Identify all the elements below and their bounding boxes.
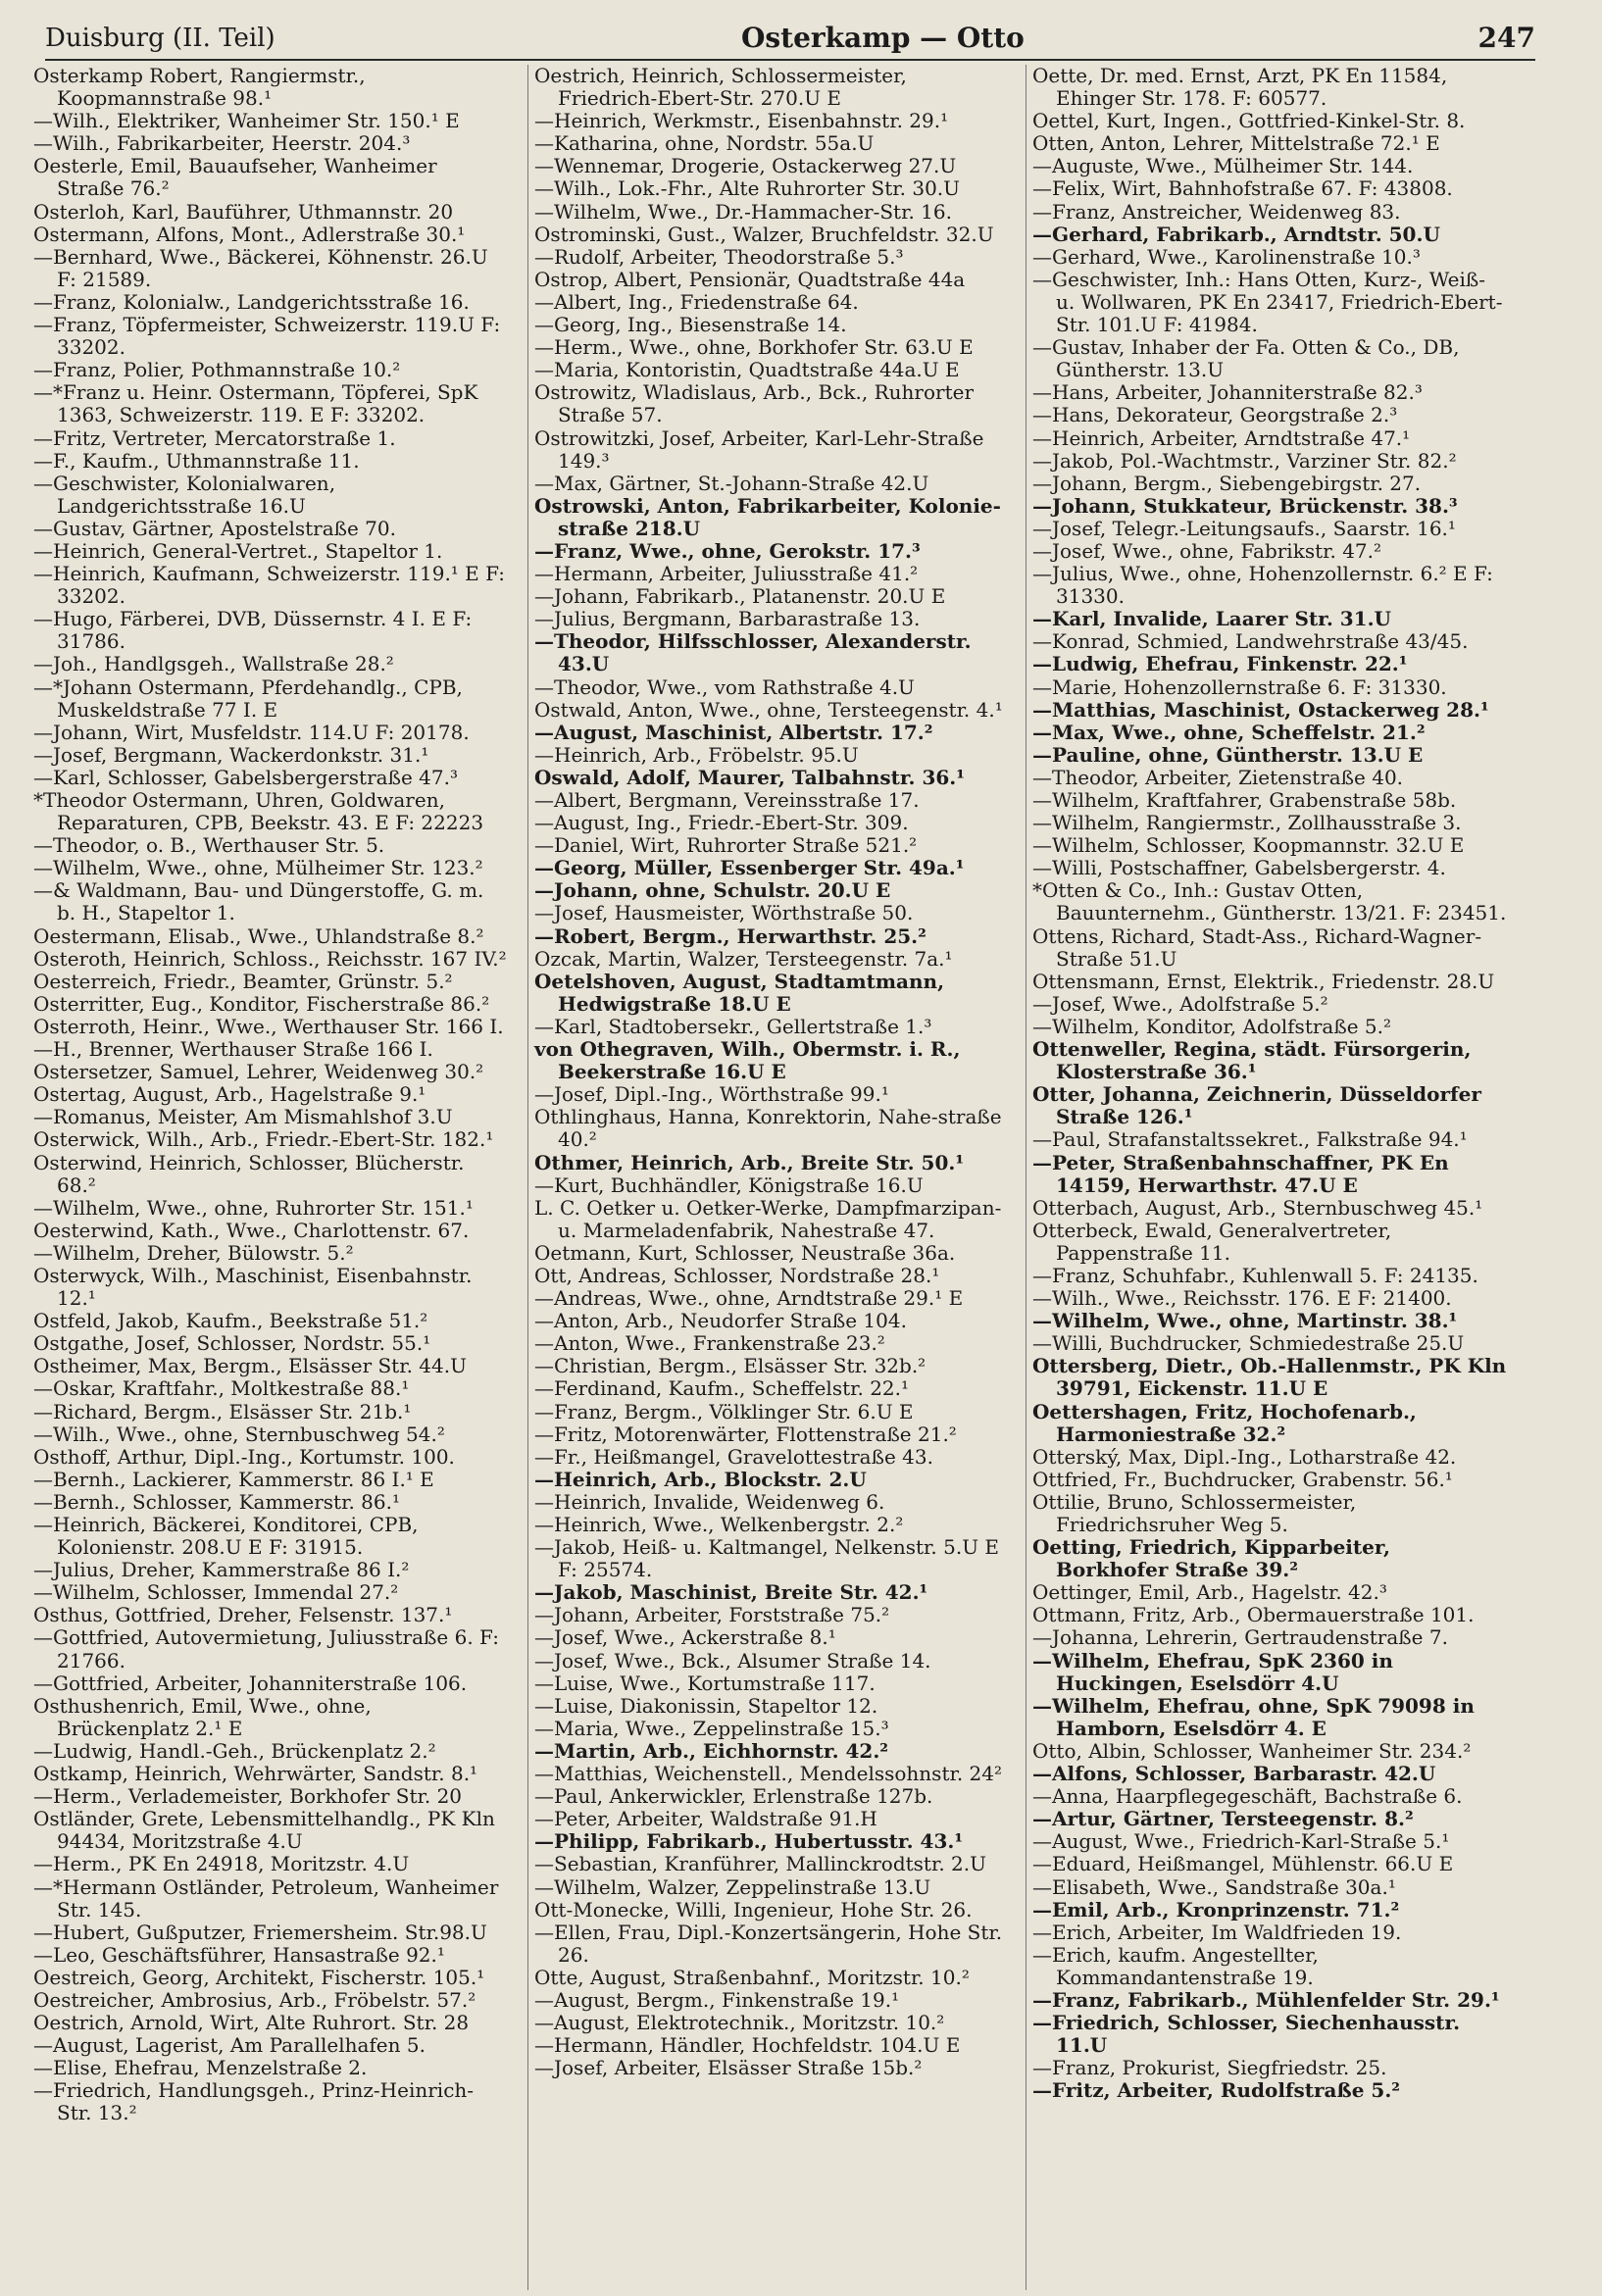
directory-entry: Ozcak, Martin, Walzer, Tersteegenstr. 7a.¹ bbox=[534, 946, 953, 971]
directory-entry: —H., Brenner, Werthauser Straße 166 I. bbox=[33, 1037, 433, 1062]
directory-entry: —Heinrich, General-Vertret., Stapeltor 1. bbox=[33, 538, 443, 563]
directory-entry: —Wilhelm, Rangiermstr., Zollhausstraße 3. bbox=[1032, 811, 1462, 835]
directory-entry: —Hugo, Färberei, DVB, Düssernstr. 4 I. E F: 31786. bbox=[33, 607, 473, 654]
directory-entry: —Heinrich, Werkmstr., Eisenbahnstr. 29.¹ bbox=[534, 109, 949, 133]
directory-entry: Otter, Johanna, Zeichnerin, Düsseldorfer Straße 126.¹ bbox=[1032, 1082, 1481, 1129]
directory-entry: —Sebastian, Kranführer, Mallinckrodtstr. 2.U bbox=[534, 1852, 986, 1876]
directory-entry: —Artur, Gärtner, Tersteegenstr. 8.² bbox=[1032, 1807, 1414, 1831]
directory-entry: —Wilhelm, Ehefrau, ohne, SpK 79098 in Hamborn, Eselsdörr 4. E bbox=[1032, 1693, 1475, 1740]
directory-entry: Osthushenrich, Emil, Wwe., ohne, Brückenplatz 2.¹ E bbox=[33, 1693, 372, 1740]
directory-entry: —F., Kaufm., Uthmannstraße 11. bbox=[33, 448, 360, 473]
directory-entry: —August, Bergm., Finkenstraße 19.¹ bbox=[534, 1987, 900, 2012]
directory-entry: Ostgathe, Josef, Schlosser, Nordstr. 55.¹ bbox=[33, 1331, 431, 1356]
directory-entry: —Julius, Wwe., ohne, Hohenzollernstr. 6.² E F: 31330. bbox=[1032, 562, 1493, 609]
directory-entry: —Elisabeth, Wwe., Sandstraße 30a.¹ bbox=[1032, 1874, 1396, 1899]
directory-entry: Ostrowitz, Wladislaus, Arb., Bck., Ruhrorter Straße 57. bbox=[534, 380, 975, 427]
directory-entry: —Paul, Strafanstaltssekret., Falkstraße 94.¹ bbox=[1032, 1127, 1468, 1152]
directory-entry: Oestreicher, Ambrosius, Arb., Fröbelstr. 57.² bbox=[33, 1987, 476, 2012]
directory-entry: —Richard, Bergm., Elsässer Str. 21b.¹ bbox=[33, 1399, 412, 1423]
directory-entry: Oette, Dr. med. Ernst, Arzt, PK En 11584, Ehinger Str. 178. F: 60577. bbox=[1032, 65, 1448, 111]
directory-entry: —Auguste, Wwe., Mülheimer Str. 144. bbox=[1032, 154, 1414, 178]
directory-entry: —Pauline, ohne, Güntherstr. 13.U E bbox=[1032, 742, 1424, 767]
directory-entry: —*Hermann Ostländer, Petroleum, Wanheimer Str. 145. bbox=[33, 1874, 499, 1922]
running-head bbox=[45, 14, 1535, 61]
directory-entry: Othmer, Heinrich, Arb., Breite Str. 50.¹ bbox=[534, 1150, 965, 1174]
directory-entry: —August, Lagerist, Am Parallelhafen 5. bbox=[33, 2033, 426, 2058]
directory-entry: Ottersberg, Dietr., Ob.-Hallenmstr., PK Kln 39791, Eickenstr. 11.U E bbox=[1032, 1354, 1507, 1401]
directory-entry: —Johann, Fabrikarb., Platanenstr. 20.U E bbox=[534, 584, 946, 609]
directory-entry: —Gustav, Gärtner, Apostelstraße 70. bbox=[33, 516, 396, 540]
directory-entry: —Gustav, Inhaber der Fa. Otten & Co., DB, Güntherstr. 13.U bbox=[1032, 335, 1460, 382]
directory-entry: Ostrowitzki, Josef, Arbeiter, Karl-Lehr-Straße 149.³ bbox=[534, 425, 984, 473]
directory-entry: —Geschwister, Kolonialwaren, Landgerichtsstraße 16.U bbox=[33, 471, 336, 518]
directory-entry: —Anton, Wwe., Frankenstraße 23.² bbox=[534, 1331, 885, 1356]
directory-entry: —Franz, Kolonialw., Landgerichtsstraße 16. bbox=[33, 289, 470, 314]
directory-entry: Otterbeck, Ewald, Generalvertreter, Pappenstraße 11. bbox=[1032, 1218, 1392, 1265]
directory-entry: —Matthias, Maschinist, Ostackerweg 28.¹ bbox=[1032, 697, 1489, 722]
directory-entry: —Theodor, Hilfsschlosser, Alexanderstr. 43.U bbox=[534, 629, 972, 676]
directory-entry: —Josef, Wwe., Bck., Alsumer Straße 14. bbox=[534, 1648, 931, 1672]
directory-entry: —Johann, ohne, Schulstr. 20.U E bbox=[534, 878, 891, 903]
directory-entry: —Jakob, Maschinist, Breite Str. 42.¹ bbox=[534, 1580, 928, 1605]
page-number: 247 bbox=[1477, 22, 1535, 54]
directory-entry: —Johann, Bergm., Siebengebirgstr. 27. bbox=[1032, 471, 1422, 495]
directory-entry: Osterwyck, Wilh., Maschinist, Eisenbahnstr. 12.¹ bbox=[33, 1263, 473, 1311]
directory-entry: —Willi, Buchdrucker, Schmiedestraße 25.U bbox=[1032, 1331, 1465, 1356]
directory-entry: —Heinrich, Kaufmann, Schweizerstr. 119.¹ E F: 33202. bbox=[33, 562, 506, 609]
directory-entry: —Karl, Stadtobersekr., Gellertstraße 1.³ bbox=[534, 1014, 932, 1038]
directory-entry: Oestrich, Heinrich, Schlossermeister, Friedrich-Ebert-Str. 270.U E bbox=[534, 65, 907, 111]
directory-entry: —Paul, Ankerwickler, Erlenstraße 127b. bbox=[534, 1784, 933, 1809]
directory-entry: —Theodor, Wwe., vom Rathstraße 4.U bbox=[534, 674, 915, 699]
directory-entry: *Theodor Ostermann, Uhren, Goldwaren, Reparaturen, CPB, Beekstr. 43. E F: 22223 bbox=[33, 788, 484, 835]
directory-entry: —Herm., Wwe., ohne, Borkhofer Str. 63.U E bbox=[534, 335, 974, 360]
directory-entry: Ott-Monecke, Willi, Ingenieur, Hohe Str. 26. bbox=[534, 1897, 973, 1922]
directory-entry: —Karl, Schlosser, Gabelsbergerstraße 47.³ bbox=[33, 765, 458, 789]
directory-entry: —Wilhelm, Walzer, Zeppelinstraße 13.U bbox=[534, 1874, 931, 1899]
directory-entry: —Josef, Arbeiter, Elsässer Straße 15b.² bbox=[534, 2056, 923, 2080]
directory-entry: —Wilhelm, Schlosser, Koopmannstr. 32.U E bbox=[1032, 833, 1465, 858]
directory-entry: —Matthias, Weichenstell., Mendelssohnstr. 24² bbox=[534, 1762, 1003, 1786]
directory-entry: —Friedrich, Schlosser, Siechenhausstr. 11.U bbox=[1032, 2011, 1461, 2058]
directory-entry: —Hans, Arbeiter, Johanniterstraße 82.³ bbox=[1032, 380, 1423, 405]
directory-entry: —Ludwig, Handl.-Geh., Brückenplatz 2.² bbox=[33, 1738, 436, 1763]
directory-entry: Oettinger, Emil, Arb., Hagelstr. 42.³ bbox=[1032, 1580, 1387, 1605]
directory-entry: —Franz, Polier, Pothmannstraße 10.² bbox=[33, 358, 401, 382]
directory-entry: —Kurt, Buchhändler, Königstraße 16.U bbox=[534, 1173, 924, 1197]
directory-entry: Ostermann, Alfons, Mont., Adlerstraße 30.¹ bbox=[33, 222, 466, 246]
directory-entry: —Julius, Bergmann, Barbarastraße 13. bbox=[534, 607, 921, 631]
directory-entry: —Wilh., Lok.-Fhr., Alte Ruhrorter Str. 30.U bbox=[534, 176, 961, 201]
directory-entry: Ostwald, Anton, Wwe., ohne, Tersteegenstr. 4.¹ bbox=[534, 697, 1003, 722]
directory-entry: —Martin, Arb., Eichhornstr. 42.² bbox=[534, 1738, 889, 1763]
directory-entry: —Philipp, Fabrikarb., Hubertusstr. 43.¹ bbox=[534, 1829, 964, 1854]
directory-entry: Ostkamp, Heinrich, Wehrwärter, Sandstr. 8.¹ bbox=[33, 1762, 478, 1786]
directory-entry: —Johann, Wirt, Musfeldstr. 114.U F: 20178. bbox=[33, 720, 470, 744]
directory-entry: —Romanus, Meister, Am Mismahlshof 3.U bbox=[33, 1105, 453, 1129]
directory-entry: Oswald, Adolf, Maurer, Talbahnstr. 36.¹ bbox=[534, 765, 966, 789]
directory-entry: —Wennemar, Drogerie, Ostackerweg 27.U bbox=[534, 154, 957, 178]
directory-entry: Osthoff, Arthur, Dipl.-Ing., Kortumstr. 100. bbox=[33, 1444, 455, 1469]
directory-entry: L. C. Oetker u. Oetker-Werke, Dampfmarzipan- u. Marmeladenfabrik, Nahestraße 47. bbox=[534, 1195, 1002, 1242]
directory-entry: —Albert, Ing., Friedenstraße 64. bbox=[534, 289, 859, 314]
directory-entry: —Georg, Ing., Biesenstraße 14. bbox=[534, 313, 847, 337]
directory-entry: —Gottfried, Arbeiter, Johanniterstraße 106. bbox=[33, 1671, 468, 1695]
directory-entry: —Wilh., Elektriker, Wanheimer Str. 150.¹ E bbox=[33, 109, 460, 133]
directory-entry: —Peter, Arbeiter, Waldstraße 91.H bbox=[534, 1807, 877, 1831]
directory-entry: —August, Maschinist, Albertstr. 17.² bbox=[534, 720, 933, 744]
directory-entry: —Bernhard, Wwe., Bäckerei, Köhnenstr. 26.U F: 21589. bbox=[33, 244, 488, 291]
directory-entry: —Max, Gärtner, St.-Johann-Straße 42.U bbox=[534, 471, 929, 495]
directory-entry: —Johann, Arbeiter, Forststraße 75.² bbox=[534, 1603, 890, 1627]
directory-entry: —Friedrich, Handlungsgeh., Prinz-Heinrich-Str. 13.² bbox=[33, 2078, 475, 2125]
directory-entry: —Jakob, Pol.-Wachtmstr., Varziner Str. 82.² bbox=[1032, 448, 1457, 473]
directory-entry: —Luise, Wwe., Kortumstraße 117. bbox=[534, 1671, 876, 1695]
directory-entry: *Otten & Co., Inh.: Gustav Otten, Bauunternehm., Güntherstr. 13/21. F: 23451. bbox=[1032, 878, 1507, 925]
directory-entry: —Daniel, Wirt, Ruhrorter Straße 521.² bbox=[534, 833, 918, 858]
directory-entry: Oestrich, Arnold, Wirt, Alte Ruhrort. Str. 28 bbox=[33, 2011, 470, 2035]
directory-entry: —Fritz, Vertreter, Mercatorstraße 1. bbox=[33, 425, 396, 450]
directory-entry: —Georg, Müller, Essenberger Str. 49a.¹ bbox=[534, 856, 965, 880]
directory-entry: Osteroth, Heinrich, Schloss., Reichsstr. 167 IV.² bbox=[33, 946, 507, 971]
directory-entry: —Franz, Fabrikarb., Mühlenfelder Str. 29.¹ bbox=[1032, 1987, 1500, 2012]
directory-entry: —Ferdinand, Kaufm., Scheffelstr. 22.¹ bbox=[534, 1376, 910, 1401]
directory-entry: —Rudolf, Arbeiter, Theodorstraße 5.³ bbox=[534, 244, 904, 269]
directory-entry: —Heinrich, Invalide, Weidenweg 6. bbox=[534, 1489, 885, 1514]
directory-entry: Osterroth, Heinr., Wwe., Werthauser Str. 166 I. bbox=[33, 1014, 504, 1038]
directory-entry: —Heinrich, Wwe., Welkenbergstr. 2.² bbox=[534, 1513, 904, 1536]
directory-entry: —Luise, Diakonissin, Stapeltor 12. bbox=[534, 1693, 878, 1718]
directory-entry: —August, Wwe., Friedrich-Karl-Straße 5.¹ bbox=[1032, 1829, 1450, 1854]
directory-entry: —Maria, Wwe., Zeppelinstraße 15.³ bbox=[534, 1716, 889, 1740]
directory-entry: Oesterle, Emil, Bauaufseher, Wanheimer Straße 76.² bbox=[33, 154, 437, 201]
column-2 bbox=[527, 65, 1009, 2290]
directory-entry: —Wilhelm, Konditor, Adolfstraße 5.² bbox=[1032, 1014, 1391, 1038]
directory-entry: Ostrowski, Anton, Fabrikarbeiter, Kolonie-straße 218.U bbox=[534, 493, 1001, 540]
directory-entry: —Herm., PK En 24918, Moritzstr. 4.U bbox=[33, 1852, 410, 1876]
directory-entry: Otto, Albin, Schlosser, Wanheimer Str. 234.² bbox=[1032, 1738, 1472, 1763]
directory-entry: von Othegraven, Wilh., Obermstr. i. R., Beekerstraße 16.U E bbox=[534, 1037, 961, 1084]
directory-entry: —Wilhelm, Wwe., ohne, Mülheimer Str. 123.² bbox=[33, 856, 483, 880]
column-1 bbox=[33, 65, 508, 2290]
directory-entry: —*Johann Ostermann, Pferdehandlg., CPB, Muskeldstraße 77 I. E bbox=[33, 674, 463, 722]
directory-entry: Ostrominski, Gust., Walzer, Bruchfeldstr. 32.U bbox=[534, 222, 994, 246]
directory-entry: —Wilhelm, Ehefrau, SpK 2360 in Huckingen, Eselsdörr 4.U bbox=[1032, 1648, 1393, 1695]
directory-entry: —Wilhelm, Schlosser, Immendal 27.² bbox=[33, 1580, 399, 1605]
directory-entry: —August, Ing., Friedr.-Ebert-Str. 309. bbox=[534, 811, 909, 835]
directory-entry: Osterloh, Karl, Bauführer, Uthmannstr. 20 bbox=[33, 199, 454, 224]
directory-entry: —Oskar, Kraftfahr., Moltkestraße 88.¹ bbox=[33, 1376, 410, 1401]
directory-entry: —Willi, Postschaffner, Gabelsbergerstr. 4. bbox=[1032, 856, 1446, 880]
directory-entry: Ostländer, Grete, Lebensmittelhandlg., PK Kln 94434, Moritzstraße 4.U bbox=[33, 1807, 495, 1854]
directory-entry: —Franz, Töpfermeister, Schweizerstr. 119.U F: 33202. bbox=[33, 313, 501, 360]
directory-entry: —Heinrich, Arb., Blockstr. 2.U bbox=[534, 1467, 867, 1491]
directory-entry: Ostersetzer, Samuel, Lehrer, Weidenweg 30.² bbox=[33, 1060, 484, 1084]
directory-entry: —Heinrich, Bäckerei, Konditorei, CPB, Kolonienstr. 208.U E F: 31915. bbox=[33, 1513, 419, 1560]
directory-entry: —Max, Wwe., ohne, Scheffelstr. 21.² bbox=[1032, 720, 1426, 744]
directory-entry: —Peter, Straßenbahnschaffner, PK En 14159, Herwarthstr. 47.U E bbox=[1032, 1150, 1449, 1197]
directory-entry: —Johanna, Lehrerin, Gertraudenstraße 7. bbox=[1032, 1625, 1448, 1650]
header-center: Osterkamp — Otto bbox=[741, 22, 1025, 54]
directory-entry: Ostertag, August, Arb., Hagelstraße 9.¹ bbox=[33, 1082, 426, 1107]
directory-entry: Ott, Andreas, Schlosser, Nordstraße 28.¹ bbox=[534, 1263, 940, 1287]
directory-entry: Osthus, Gottfried, Dreher, Felsenstr. 137.¹ bbox=[33, 1603, 453, 1627]
directory-entry: Oettel, Kurt, Ingen., Gottfried-Kinkel-Str. 8. bbox=[1032, 109, 1466, 133]
directory-entry: Ottens, Richard, Stadt-Ass., Richard-Wagner-Straße 51.U bbox=[1032, 923, 1482, 971]
directory-entry: Ostfeld, Jakob, Kaufm., Beekstraße 51.² bbox=[33, 1309, 428, 1333]
directory-entry: —Bernh., Lackierer, Kammerstr. 86 I.¹ E bbox=[33, 1467, 434, 1491]
directory-entry: —Josef, Telegr.-Leitungsaufs., Saarstr. 16.¹ bbox=[1032, 516, 1456, 540]
header-left: Duisburg (II. Teil) bbox=[45, 24, 275, 53]
directory-entry: —Karl, Invalide, Laarer Str. 31.U bbox=[1032, 607, 1391, 631]
directory-entry: —& Waldmann, Bau- und Düngerstoffe, G. m. b. H., Stapeltor 1. bbox=[33, 878, 484, 925]
directory-entry: —Wilhelm, Dreher, Bülowstr. 5.² bbox=[33, 1240, 354, 1265]
directory-entry: —Josef, Dipl.-Ing., Wörthstraße 99.¹ bbox=[534, 1082, 889, 1107]
directory-entry: —Wilhelm, Wwe., Dr.-Hammacher-Str. 16. bbox=[534, 199, 952, 224]
directory-entry: Oesterreich, Friedr., Beamter, Grünstr. 5.² bbox=[33, 969, 453, 993]
directory-entry: —Josef, Bergmann, Wackerdonkstr. 31.¹ bbox=[33, 742, 429, 767]
directory-entry: Osterwick, Wilh., Arb., Friedr.-Ebert-Str. 182.¹ bbox=[33, 1127, 494, 1152]
directory-entry: —Bernh., Schlosser, Kammerstr. 86.¹ bbox=[33, 1489, 400, 1514]
directory-entry: Otterský, Max, Dipl.-Ing., Lotharstraße 42. bbox=[1032, 1444, 1457, 1469]
directory-entry: —Fritz, Motorenwärter, Flottenstraße 21.² bbox=[534, 1422, 957, 1446]
directory-entry: —Heinrich, Arbeiter, Arndtstraße 47.¹ bbox=[1032, 425, 1411, 450]
directory-entry: —Katharina, ohne, Nordstr. 55a.U bbox=[534, 131, 875, 156]
directory-entry: Ottmann, Fritz, Arb., Obermauerstraße 101. bbox=[1032, 1603, 1475, 1627]
directory-entry: —Franz, Schuhfabr., Kuhlenwall 5. F: 24135. bbox=[1032, 1263, 1478, 1287]
directory-entry: —Fr., Heißmangel, Gravelottestraße 43. bbox=[534, 1444, 933, 1469]
directory-entry: —Hermann, Arbeiter, Juliusstraße 41.² bbox=[534, 562, 919, 586]
directory-entry: —Felix, Wirt, Bahnhofstraße 67. F: 43808. bbox=[1032, 176, 1453, 201]
directory-entry: —Joh., Handlgsgeh., Wallstraße 28.² bbox=[33, 652, 394, 676]
directory-entry: Otte, August, Straßenbahnf., Moritzstr. 10.² bbox=[534, 1965, 970, 1989]
directory-entry: —Wilhelm, Kraftfahrer, Grabenstraße 58b. bbox=[1032, 788, 1457, 812]
directory-entry: Ottilie, Bruno, Schlossermeister, Friedrichsruher Weg 5. bbox=[1032, 1489, 1357, 1536]
directory-entry: Ottensmann, Ernst, Elektrik., Friedenstr. 28.U bbox=[1032, 969, 1495, 993]
directory-entry: —Franz, Prokurist, Siegfriedstr. 25. bbox=[1032, 2056, 1387, 2080]
directory-entry: Oesterwind, Kath., Wwe., Charlottenstr. 67. bbox=[33, 1218, 470, 1242]
directory-entry: —Hans, Dekorateur, Georgstraße 2.³ bbox=[1032, 403, 1398, 427]
directory-entry: —Hermann, Händler, Hochfeldstr. 104.U E bbox=[534, 2033, 961, 2058]
directory-entry: —Josef, Wwe., Adolfstraße 5.² bbox=[1032, 991, 1328, 1016]
directory-entry: Ottfried, Fr., Buchdrucker, Grabenstr. 56.¹ bbox=[1032, 1467, 1453, 1491]
directory-entry: —Herm., Verlademeister, Borkhofer Str. 20 bbox=[33, 1784, 463, 1809]
directory-entry: —Franz, Anstreicher, Weidenweg 83. bbox=[1032, 199, 1401, 224]
column-3 bbox=[1026, 65, 1507, 2290]
directory-entry: —Andreas, Wwe., ohne, Arndtstraße 29.¹ E bbox=[534, 1286, 964, 1311]
directory-entry: —August, Elektrotechnik., Moritzstr. 10.² bbox=[534, 2011, 945, 2035]
directory-entry: —Marie, Hohenzollernstraße 6. F: 31330. bbox=[1032, 674, 1447, 699]
directory-entry: Ottenweller, Regina, städt. Fürsorgerin, Klosterstraße 36.¹ bbox=[1032, 1037, 1472, 1084]
directory-entry: —Emil, Arb., Kronprinzenstr. 71.² bbox=[1032, 1897, 1400, 1922]
directory-entry: —Heinrich, Arb., Fröbelstr. 95.U bbox=[534, 742, 859, 767]
directory-entry: —Wilhelm, Wwe., ohne, Ruhrorter Str. 151.¹ bbox=[33, 1195, 474, 1220]
directory-entry: —Jakob, Heiß- u. Kaltmangel, Nelkenstr. 5.U E F: 25574. bbox=[534, 1535, 1000, 1582]
directory-entry: —Maria, Kontoristin, Quadtstraße 44a.U E bbox=[534, 358, 960, 382]
directory-entry: —Gottfried, Autovermietung, Juliusstraße 6. F: 21766. bbox=[33, 1625, 499, 1672]
directory-entry: —Julius, Dreher, Kammerstraße 86 I.² bbox=[33, 1558, 410, 1582]
directory-entry: Osterritter, Eug., Konditor, Fischerstraße 86.² bbox=[33, 991, 490, 1016]
directory-entry: Ostheimer, Max, Bergm., Elsässer Str. 44.U bbox=[33, 1354, 467, 1378]
directory-entry: —Franz, Bergm., Völklinger Str. 6.U E bbox=[534, 1399, 914, 1423]
directory-entry: —Erich, Arbeiter, Im Waldfrieden 19. bbox=[1032, 1920, 1402, 1944]
directory-entry: —Albert, Bergmann, Vereinsstraße 17. bbox=[534, 788, 920, 812]
directory-entry: —Theodor, Arbeiter, Zietenstraße 40. bbox=[1032, 765, 1404, 789]
directory-entry: Otten, Anton, Lehrer, Mittelstraße 72.¹ E bbox=[1032, 131, 1440, 156]
directory-entry: —Hubert, Gußputzer, Friemersheim. Str.98.U bbox=[33, 1920, 487, 1944]
directory-entry: —Wilhelm, Wwe., ohne, Martinstr. 38.¹ bbox=[1032, 1309, 1458, 1333]
directory-entry: —Josef, Wwe., ohne, Fabrikstr. 47.² bbox=[1032, 538, 1382, 563]
directory-entry: Oestermann, Elisab., Wwe., Uhlandstraße 8.² bbox=[33, 923, 484, 948]
directory-entry: —Ludwig, Ehefrau, Finkenstr. 22.¹ bbox=[1032, 652, 1408, 676]
directory-entry: Oetting, Friedrich, Kipparbeiter, Borkhofer Straße 39.² bbox=[1032, 1535, 1390, 1582]
directory-entry: —Eduard, Heißmangel, Mühlenstr. 66.U E bbox=[1032, 1852, 1454, 1876]
directory-entry: —Alfons, Schlosser, Barbarastr. 42.U bbox=[1032, 1762, 1436, 1786]
directory-entry: —*Franz u. Heinr. Ostermann, Töpferei, SpK 1363, Schweizerstr. 119. E F: 33202. bbox=[33, 380, 478, 427]
directory-entry: —Christian, Bergm., Elsässer Str. 32b.² bbox=[534, 1354, 926, 1378]
directory-entry: —Gerhard, Fabrikarb., Arndtstr. 50.U bbox=[1032, 222, 1440, 246]
directory-entry: —Ellen, Frau, Dipl.-Konzertsängerin, Hohe Str. 26. bbox=[534, 1920, 1003, 1967]
directory-entry: —Robert, Bergm., Herwarthstr. 25.² bbox=[534, 923, 926, 948]
directory-entry: —Erich, kaufm. Angestellter, Kommandantenstraße 19. bbox=[1032, 1942, 1319, 1989]
directory-entry: —Leo, Geschäftsführer, Hansastraße 92.¹ bbox=[33, 1942, 445, 1967]
directory-entry: —Wilh., Wwe., Reichsstr. 176. E F: 21400. bbox=[1032, 1286, 1452, 1311]
directory-entry: —Fritz, Arbeiter, Rudolfstraße 5.² bbox=[1032, 2078, 1401, 2103]
directory-entry: —Franz, Wwe., ohne, Gerokstr. 17.³ bbox=[534, 538, 921, 563]
directory-entry: Oestreich, Georg, Architekt, Fischerstr. 105.¹ bbox=[33, 1965, 485, 1989]
directory-entry: Oettershagen, Fritz, Hochofenarb., Harmoniestraße 32.² bbox=[1032, 1399, 1417, 1446]
directory-entry: Oetelshoven, August, Stadtamtmann, Hedwigstraße 18.U E bbox=[534, 969, 945, 1016]
directory-entry: —Konrad, Schmied, Landwehrstraße 43/45. bbox=[1032, 629, 1469, 654]
directory-entry: —Wilh., Wwe., ohne, Sternbuschweg 54.² bbox=[33, 1422, 445, 1446]
directory-entry: Oetmann, Kurt, Schlosser, Neustraße 36a. bbox=[534, 1240, 956, 1265]
directory-entry: —Theodor, o. B., Werthauser Str. 5. bbox=[33, 833, 385, 858]
directory-entry: Osterwind, Heinrich, Schlosser, Blücherstr. 68.² bbox=[33, 1150, 465, 1197]
directory-entry: —Elise, Ehefrau, Menzelstraße 2. bbox=[33, 2056, 368, 2080]
directory-entry: —Anton, Arb., Neudorfer Straße 104. bbox=[534, 1309, 907, 1333]
directory-entry: Ostrop, Albert, Pensionär, Quadtstraße 44a bbox=[534, 267, 966, 291]
directory-entry: Osterkamp Robert, Rangiermstr., Koopmannstraße 98.¹ bbox=[33, 65, 366, 111]
directory-entry: —Geschwister, Inh.: Hans Otten, Kurz-, Weiß- u. Wollwaren, PK En 23417, Friedrich-Ebert-Str. 101.U F: 41984. bbox=[1032, 267, 1503, 337]
directory-entry: —Josef, Hausmeister, Wörthstraße 50. bbox=[534, 901, 914, 925]
directory-entry: —Josef, Wwe., Ackerstraße 8.¹ bbox=[534, 1625, 836, 1650]
directory-entry: Othlinghaus, Hanna, Konrektorin, Nahe-straße 40.² bbox=[534, 1105, 1002, 1152]
directory-entry: —Wilh., Fabrikarbeiter, Heerstr. 204.³ bbox=[33, 131, 411, 156]
directory-entry: —Johann, Stukkateur, Brückenstr. 38.³ bbox=[1032, 493, 1458, 518]
directory-entry: Otterbach, August, Arb., Sternbuschweg 45.¹ bbox=[1032, 1195, 1483, 1220]
directory-entry: —Gerhard, Wwe., Karolinenstraße 10.³ bbox=[1032, 244, 1421, 269]
directory-entry: —Anna, Haarpflegegeschäft, Bachstraße 6. bbox=[1032, 1784, 1463, 1809]
